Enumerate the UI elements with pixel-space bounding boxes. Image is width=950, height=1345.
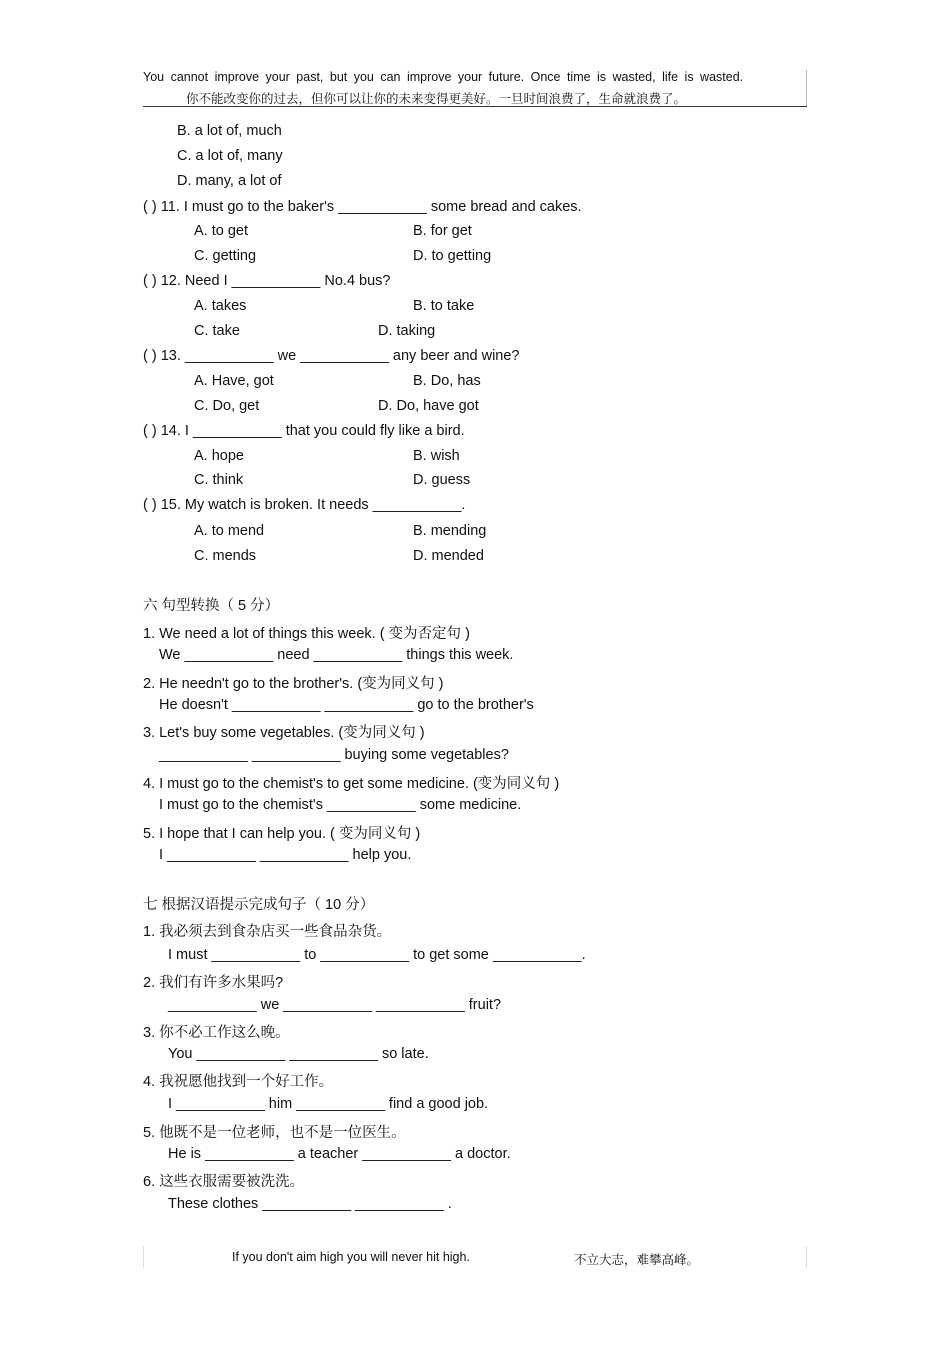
q13-option-c: C. Do, get (194, 398, 260, 414)
s7-prompt-4: 4. 我祝愿他找到一个好工作。 (143, 1074, 334, 1090)
q14-option-b: B. wish (413, 448, 460, 464)
q14-option-d: D. guess (413, 472, 471, 488)
s7-answer-5: He is ___________ a teacher ___________ a doctor. (168, 1146, 511, 1162)
q13-option-b: B. Do, has (413, 373, 481, 389)
q15-option-c: C. mends (194, 548, 257, 564)
s6-item-1: 1. We need a lot of things this week. ( 变为否定句 ) (143, 626, 470, 642)
q10-option-d: D. many, a lot of (177, 173, 282, 189)
q14-option-a: A. hope (194, 448, 244, 464)
footer-right-mark (806, 1246, 807, 1268)
q15-option-a: A. to mend (194, 523, 265, 539)
q10-option-b: B. a lot of, much (177, 123, 282, 139)
q13-option-d: D. Do, have got (378, 398, 479, 414)
q14-option-c: C. think (194, 472, 244, 488)
header-motto-cn: 你不能改变你的过去，但你可以让你的未来变得更美好。一旦时间浪费了，生命就浪费了。 (186, 92, 687, 106)
s6-item-3: 3. Let's buy some vegetables. (变为同义句 ) (143, 725, 425, 741)
s7-prompt-2: 2. 我们有许多水果吗? (143, 975, 284, 991)
q12-option-c: C. take (194, 323, 240, 339)
s6-item-4: 4. I must go to the chemist's to get some medicine. (变为同义句 ) (143, 776, 560, 792)
q12-option-a: A. takes (194, 298, 247, 314)
q13-option-a: A. Have, got (194, 373, 274, 389)
footer-left-mark (143, 1246, 144, 1268)
s7-prompt-3: 3. 你不必工作这么晚。 (143, 1025, 290, 1041)
section6-title: 六 句型转换（ 5 分） (143, 598, 280, 614)
q15-option-b: B. mending (413, 523, 487, 539)
s6-answer-1: We ___________ need ___________ things this week. (159, 647, 514, 663)
s6-answer-3: ___________ ___________ buying some vegetables? (159, 747, 509, 763)
section7-title: 七 根据汉语提示完成句子（ 10 分） (143, 897, 375, 913)
s6-answer-4: I must go to the chemist's ___________ some medicine. (159, 797, 522, 813)
q11-option-b: B. for get (413, 223, 472, 239)
q14-stem: ( ) 14. I ___________ that you could fly like a bird. (143, 423, 465, 439)
q11-option-d: D. to getting (413, 248, 492, 264)
s7-answer-2: ___________ we ___________ ___________ fruit? (168, 997, 502, 1013)
s6-answer-2: He doesn't ___________ ___________ go to the brother's (159, 697, 534, 713)
header-divider (143, 106, 807, 107)
q11-option-a: A. to get (194, 223, 249, 239)
s6-item-2: 2. He needn't go to the brother's. (变为同义句 ) (143, 676, 444, 692)
s7-answer-6: These clothes ___________ ___________ . (168, 1196, 452, 1212)
header-corner-mark (806, 70, 807, 106)
q15-stem: ( ) 15. My watch is broken. It needs ___________. (143, 497, 466, 513)
s7-prompt-6: 6. 这些衣服需要被洗洗。 (143, 1174, 305, 1190)
q11-option-c: C. getting (194, 248, 257, 264)
s7-answer-4: I ___________ him ___________ find a good job. (168, 1096, 489, 1112)
q13-stem: ( ) 13. ___________ we ___________ any beer and wine? (143, 348, 520, 364)
s7-prompt-5: 5. 他既不是一位老师，也不是一位医生。 (143, 1125, 406, 1141)
footer-motto-en: If you don't aim high you will never hit high. (232, 1250, 470, 1264)
footer-motto-cn: 不立大志，难攀高峰。 (574, 1253, 700, 1267)
q12-stem: ( ) 12. Need I ___________ No.4 bus? (143, 273, 391, 289)
s6-answer-5: I ___________ ___________ help you. (159, 847, 412, 863)
q15-option-d: D. mended (413, 548, 484, 564)
s7-answer-1: I must ___________ to ___________ to get some ___________. (168, 947, 586, 963)
q12-option-b: B. to take (413, 298, 475, 314)
q12-option-d: D. taking (378, 323, 436, 339)
s6-item-5: 5. I hope that I can help you. ( 变为同义句 ) (143, 826, 421, 842)
s7-prompt-1: 1. 我必须去到食杂店买一些食品杂货。 (143, 924, 392, 940)
q11-stem: ( ) 11. I must go to the baker's ___________ some bread and cakes. (143, 199, 582, 215)
header-motto-en: You cannot improve your past, but you can improve your future. Once time is wasted, life is wasted. (143, 70, 744, 84)
q10-option-c: C. a lot of, many (177, 148, 283, 164)
s7-answer-3: You ___________ ___________ so late. (168, 1046, 429, 1062)
